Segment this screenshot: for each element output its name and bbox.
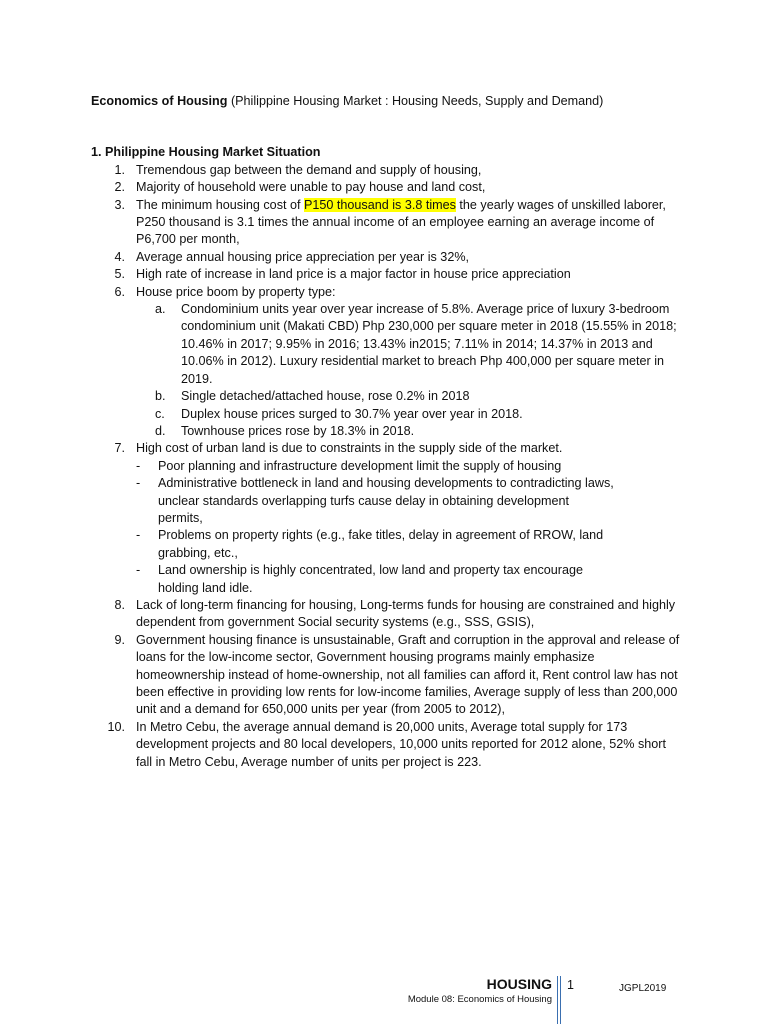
item-number: 7. bbox=[114, 441, 125, 456]
sub-item-letter: a. bbox=[155, 302, 166, 317]
list-item bbox=[91, 266, 681, 283]
footer-code: JGPL2019 bbox=[619, 983, 667, 994]
highlighted-text: P150 thousand is 3.8 times bbox=[304, 197, 456, 212]
footer-title: HOUSING bbox=[486, 976, 552, 992]
sub-list-item bbox=[136, 388, 681, 405]
list-item bbox=[91, 440, 681, 597]
item-text: High rate of increase in land price is a major factor in house price appreciation bbox=[136, 267, 571, 282]
item-text: the yearly wages of unskilled laborer, P250 thousand is 3.1 times the annual income of an employee earning an average income of P6,700 per month, bbox=[136, 197, 666, 247]
sub-item-letter: d. bbox=[155, 423, 166, 438]
item-text: Majority of household were unable to pay house and land cost, bbox=[136, 180, 486, 195]
sub-item-text: Townhouse prices rose by 18.3% in 2018. bbox=[181, 423, 415, 438]
sub-list-item bbox=[136, 406, 681, 423]
item-text: The minimum housing cost of bbox=[136, 197, 304, 212]
dash-list-item bbox=[136, 475, 616, 527]
list-item bbox=[91, 249, 681, 266]
item-text: High cost of urban land is due to constraints in the supply side of the market. bbox=[136, 441, 563, 456]
main-list bbox=[91, 162, 681, 771]
item-number: 9. bbox=[114, 632, 125, 647]
item-text: Lack of long-term financing for housing, Long-terms funds for housing are constrained and highly dependent from government Social security systems (e.g., SSS, GSIS), bbox=[136, 597, 676, 630]
sub-item-letter: b. bbox=[155, 389, 166, 404]
list-item bbox=[91, 197, 681, 249]
item-number: 6. bbox=[114, 284, 125, 299]
sub-list-item bbox=[136, 423, 681, 440]
document-body bbox=[91, 93, 681, 771]
dash-bullet: - bbox=[136, 476, 141, 491]
dash-list bbox=[136, 458, 616, 597]
item-number: 4. bbox=[114, 249, 125, 264]
list-item bbox=[91, 719, 681, 771]
item-number: 5. bbox=[114, 267, 125, 282]
footer-subtitle: Module 08: Economics of Housing bbox=[407, 994, 552, 1005]
item-number: 1. bbox=[114, 162, 125, 177]
title-subtitle: (Philippine Housing Market : Housing Needs, Supply and Demand) bbox=[227, 94, 604, 108]
list-item bbox=[91, 597, 681, 632]
sub-item-text: Condominium units year over year increase of 5.8%. Average price of luxury 3-bedroom condominium unit (Makati CBD) Php 230,000 per square meter in 2018 (15.55% in 2018; 10.46% in 2017; 9.95% in 2016; 13.43% in2015; 7.11% in 2014; 14.37% in 2013 and 10.06% in 2012). Luxury residential market to breach Php 400,000 per square meter in 2019. bbox=[181, 302, 677, 386]
dash-list-item bbox=[136, 458, 616, 475]
item-number: 2. bbox=[114, 180, 125, 195]
footer-divider bbox=[560, 976, 561, 1024]
item-text: House price boom by property type: bbox=[136, 284, 336, 299]
item-text: Average annual housing price appreciation per year is 32%, bbox=[136, 249, 470, 264]
dash-bullet: - bbox=[136, 563, 141, 578]
dash-item-text: Administrative bottleneck in land and housing developments to contradicting laws, unclear standards overlapping turfs cause delay in obtaining development permits, bbox=[158, 476, 614, 525]
list-item bbox=[91, 284, 681, 441]
page-footer bbox=[0, 972, 768, 1024]
document-title bbox=[91, 93, 681, 110]
item-text: Government housing finance is unsustainable, Graft and corruption in the approval and release of loans for the low-income sector, Government housing programs mainly emphasize homeownership instead of home-ownership, not all families can afford it, Rent control law has not been effective in providing low rents for low-income families, Average supply of less than 200,000 unit and a demand for 650,000 units per year (from 2005 to 2012), bbox=[136, 632, 680, 717]
sub-item-letter: c. bbox=[155, 406, 165, 421]
dash-item-text: Poor planning and infrastructure development limit the supply of housing bbox=[158, 458, 562, 473]
dash-list-item bbox=[136, 527, 616, 562]
footer-divider bbox=[557, 976, 558, 1024]
dash-item-text: Land ownership is highly concentrated, low land and property tax encourage holding land idle. bbox=[158, 563, 583, 595]
dash-list-item bbox=[136, 562, 616, 597]
list-item bbox=[91, 162, 681, 179]
item-number: 10. bbox=[107, 719, 125, 734]
list-item bbox=[91, 179, 681, 196]
item-number: 3. bbox=[114, 197, 125, 212]
dash-bullet: - bbox=[136, 458, 141, 473]
title-bold: Economics of Housing bbox=[91, 94, 228, 108]
dash-bullet: - bbox=[136, 528, 141, 543]
item-number: 8. bbox=[114, 597, 125, 612]
section-heading: 1. Philippine Housing Market Situation bbox=[91, 145, 321, 160]
item-text: In Metro Cebu, the average annual demand is 20,000 units, Average total supply for 173 development projects and 80 local developers, 10,000 units reported for 2012 alone, 52% short fall in Metro Cebu, Average number of units per project is 223. bbox=[136, 719, 666, 769]
dash-item-text: Problems on property rights (e.g., fake titles, delay in agreement of RROW, land grabbing, etc., bbox=[158, 528, 604, 560]
sub-list-item bbox=[136, 301, 681, 388]
sub-item-text: Duplex house prices surged to 30.7% year over year in 2018. bbox=[181, 406, 523, 421]
sub-list bbox=[136, 301, 681, 440]
page-number: 1 bbox=[567, 978, 574, 992]
item-text: Tremendous gap between the demand and supply of housing, bbox=[136, 162, 482, 177]
list-item bbox=[91, 632, 681, 719]
sub-item-text: Single detached/attached house, rose 0.2% in 2018 bbox=[181, 389, 470, 404]
